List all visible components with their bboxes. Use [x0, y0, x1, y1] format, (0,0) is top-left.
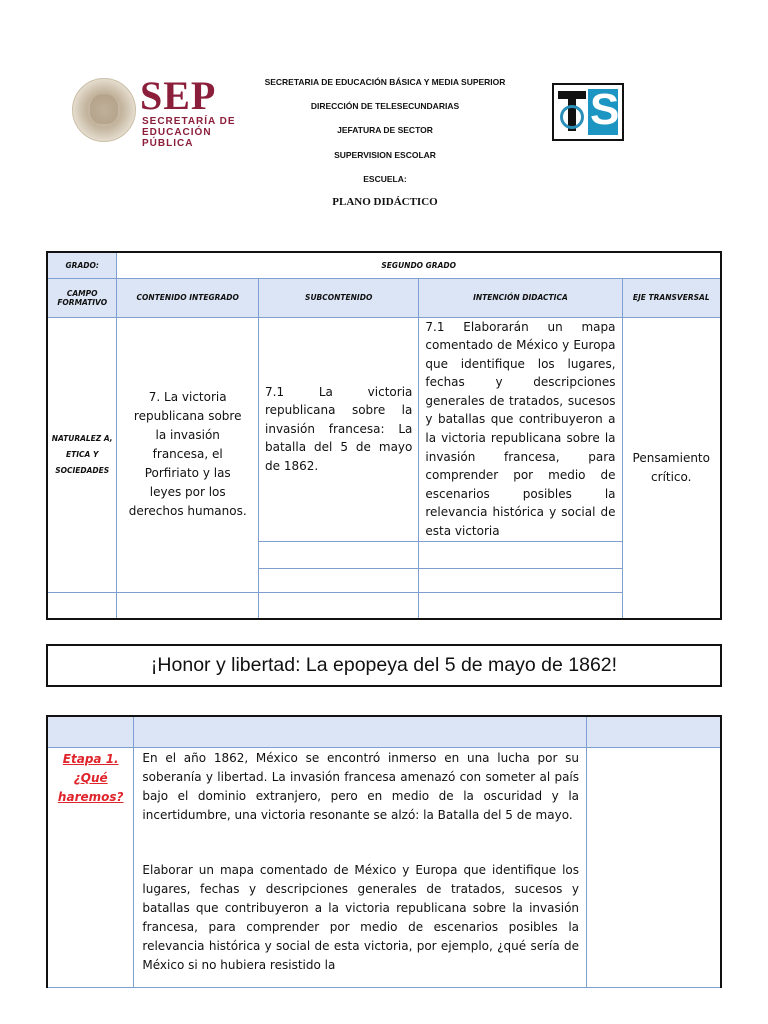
empty-cell: [259, 541, 419, 568]
header-line-5: ESCUELA:: [363, 174, 407, 184]
stages-header-cell: [134, 716, 587, 747]
empty-cell: [259, 568, 419, 592]
header-contenido-integrado: CONTENIDO INTEGRADO: [117, 278, 259, 317]
stages-header-cell: [587, 716, 721, 747]
header-line-3: JEFATURA DE SECTOR: [337, 125, 433, 135]
ts-logo-ring-icon: [560, 105, 584, 129]
grado-value: SEGUNDO GRADO: [117, 252, 721, 278]
ts-logo-s-letter: S: [590, 85, 620, 134]
paragraph-spacer: [142, 825, 579, 861]
stages-header-cell: [47, 716, 134, 747]
planning-table: [46, 251, 722, 620]
sep-logo-sub2: EDUCACIÓN PÚBLICA: [142, 127, 212, 149]
etapa-1-empty-cell: [587, 747, 721, 987]
header-line-4: SUPERVISION ESCOLAR: [334, 150, 436, 160]
header-line-2: DIRECCIÓN DE TELESECUNDARIAS: [310, 101, 460, 111]
campo-formativo-value: NATURALEZ A, ETICA Y SOCIEDADES: [47, 317, 117, 592]
eje-transversal-value: Pensamiento crítico.: [622, 317, 721, 619]
header-line-1: SECRETARIA DE EDUCACIÓN BÁSICA Y MEDIA SUPERIOR: [264, 77, 506, 87]
intencion-didactica-value: 7.1 Elaborarán un mapa comentado de México y Europa que identifique los lugares, fechas y descripciones generales de tratados, sucesos y batallas que contribuyeron a la victoria republicana sobre la invasión francesa, para comprender por medio de escenarios posibles la relevancia histórica y social de esta victoria: [419, 317, 622, 541]
stages-table: [46, 715, 722, 988]
mexico-seal-icon: [72, 78, 136, 142]
empty-cell: [419, 592, 622, 619]
empty-cell: [419, 541, 622, 568]
header-subcontenido: SUBCONTENIDO: [259, 278, 419, 317]
etapa-1-label: Etapa 1. ¿Qué haremos?: [47, 747, 134, 987]
grado-label: GRADO:: [47, 252, 117, 278]
sep-logo-sub1: SECRETARÍA DE: [142, 116, 236, 127]
telesecundaria-logo: [552, 83, 624, 141]
empty-cell: [117, 592, 259, 619]
sep-logo-text: SEP: [140, 73, 217, 118]
subcontenido-value: 7.1 La victoria republicana sobre la invasión francesa: La batalla del 5 de mayo de 1862.: [259, 317, 419, 541]
header-campo-formativo: CAMPO FORMATIVO: [47, 278, 117, 317]
header-intencion-didactica: INTENCIÓN DIDACTICA: [419, 278, 622, 317]
empty-cell: [419, 568, 622, 592]
document-title: PLANO DIDÁCTICO: [332, 196, 438, 208]
etapa-1-paragraph-2: Elaborar un mapa comentado de México y Europa que identifique los lugares, fechas y descripciones generales de tratados, sucesos y batallas que contribuyeron a la victoria republicana sobre la invasión francesa, para comprender por medio de escenarios posibles la relevancia histórica y social de esta victoria, por ejemplo, ¿qué sería de México si no hubiera resistido la: [142, 862, 580, 972]
header-eje-transversal: EJE TRANSVERSAL: [622, 278, 721, 317]
etapa-1-paragraph-1: En el año 1862, México se encontró inmerso en una lucha por su soberanía y libertad. La invasión francesa amenazó con someter al país bajo el dominio extranjero, pero en medio de la oscuridad y la incertidumbre, una victoria resonante se alzó: la Batalla del 5 de mayo.: [142, 750, 580, 822]
empty-cell: [259, 592, 419, 619]
contenido-integrado-value: 7. La victoria republicana sobre la invasión francesa, el Porfiriato y las leyes por los derechos humanos.: [117, 317, 259, 592]
lesson-title-box: ¡Honor y libertad: La epopeya del 5 de mayo de 1862!: [46, 644, 722, 687]
etapa-1-content: [134, 747, 587, 987]
empty-cell: [47, 592, 117, 619]
